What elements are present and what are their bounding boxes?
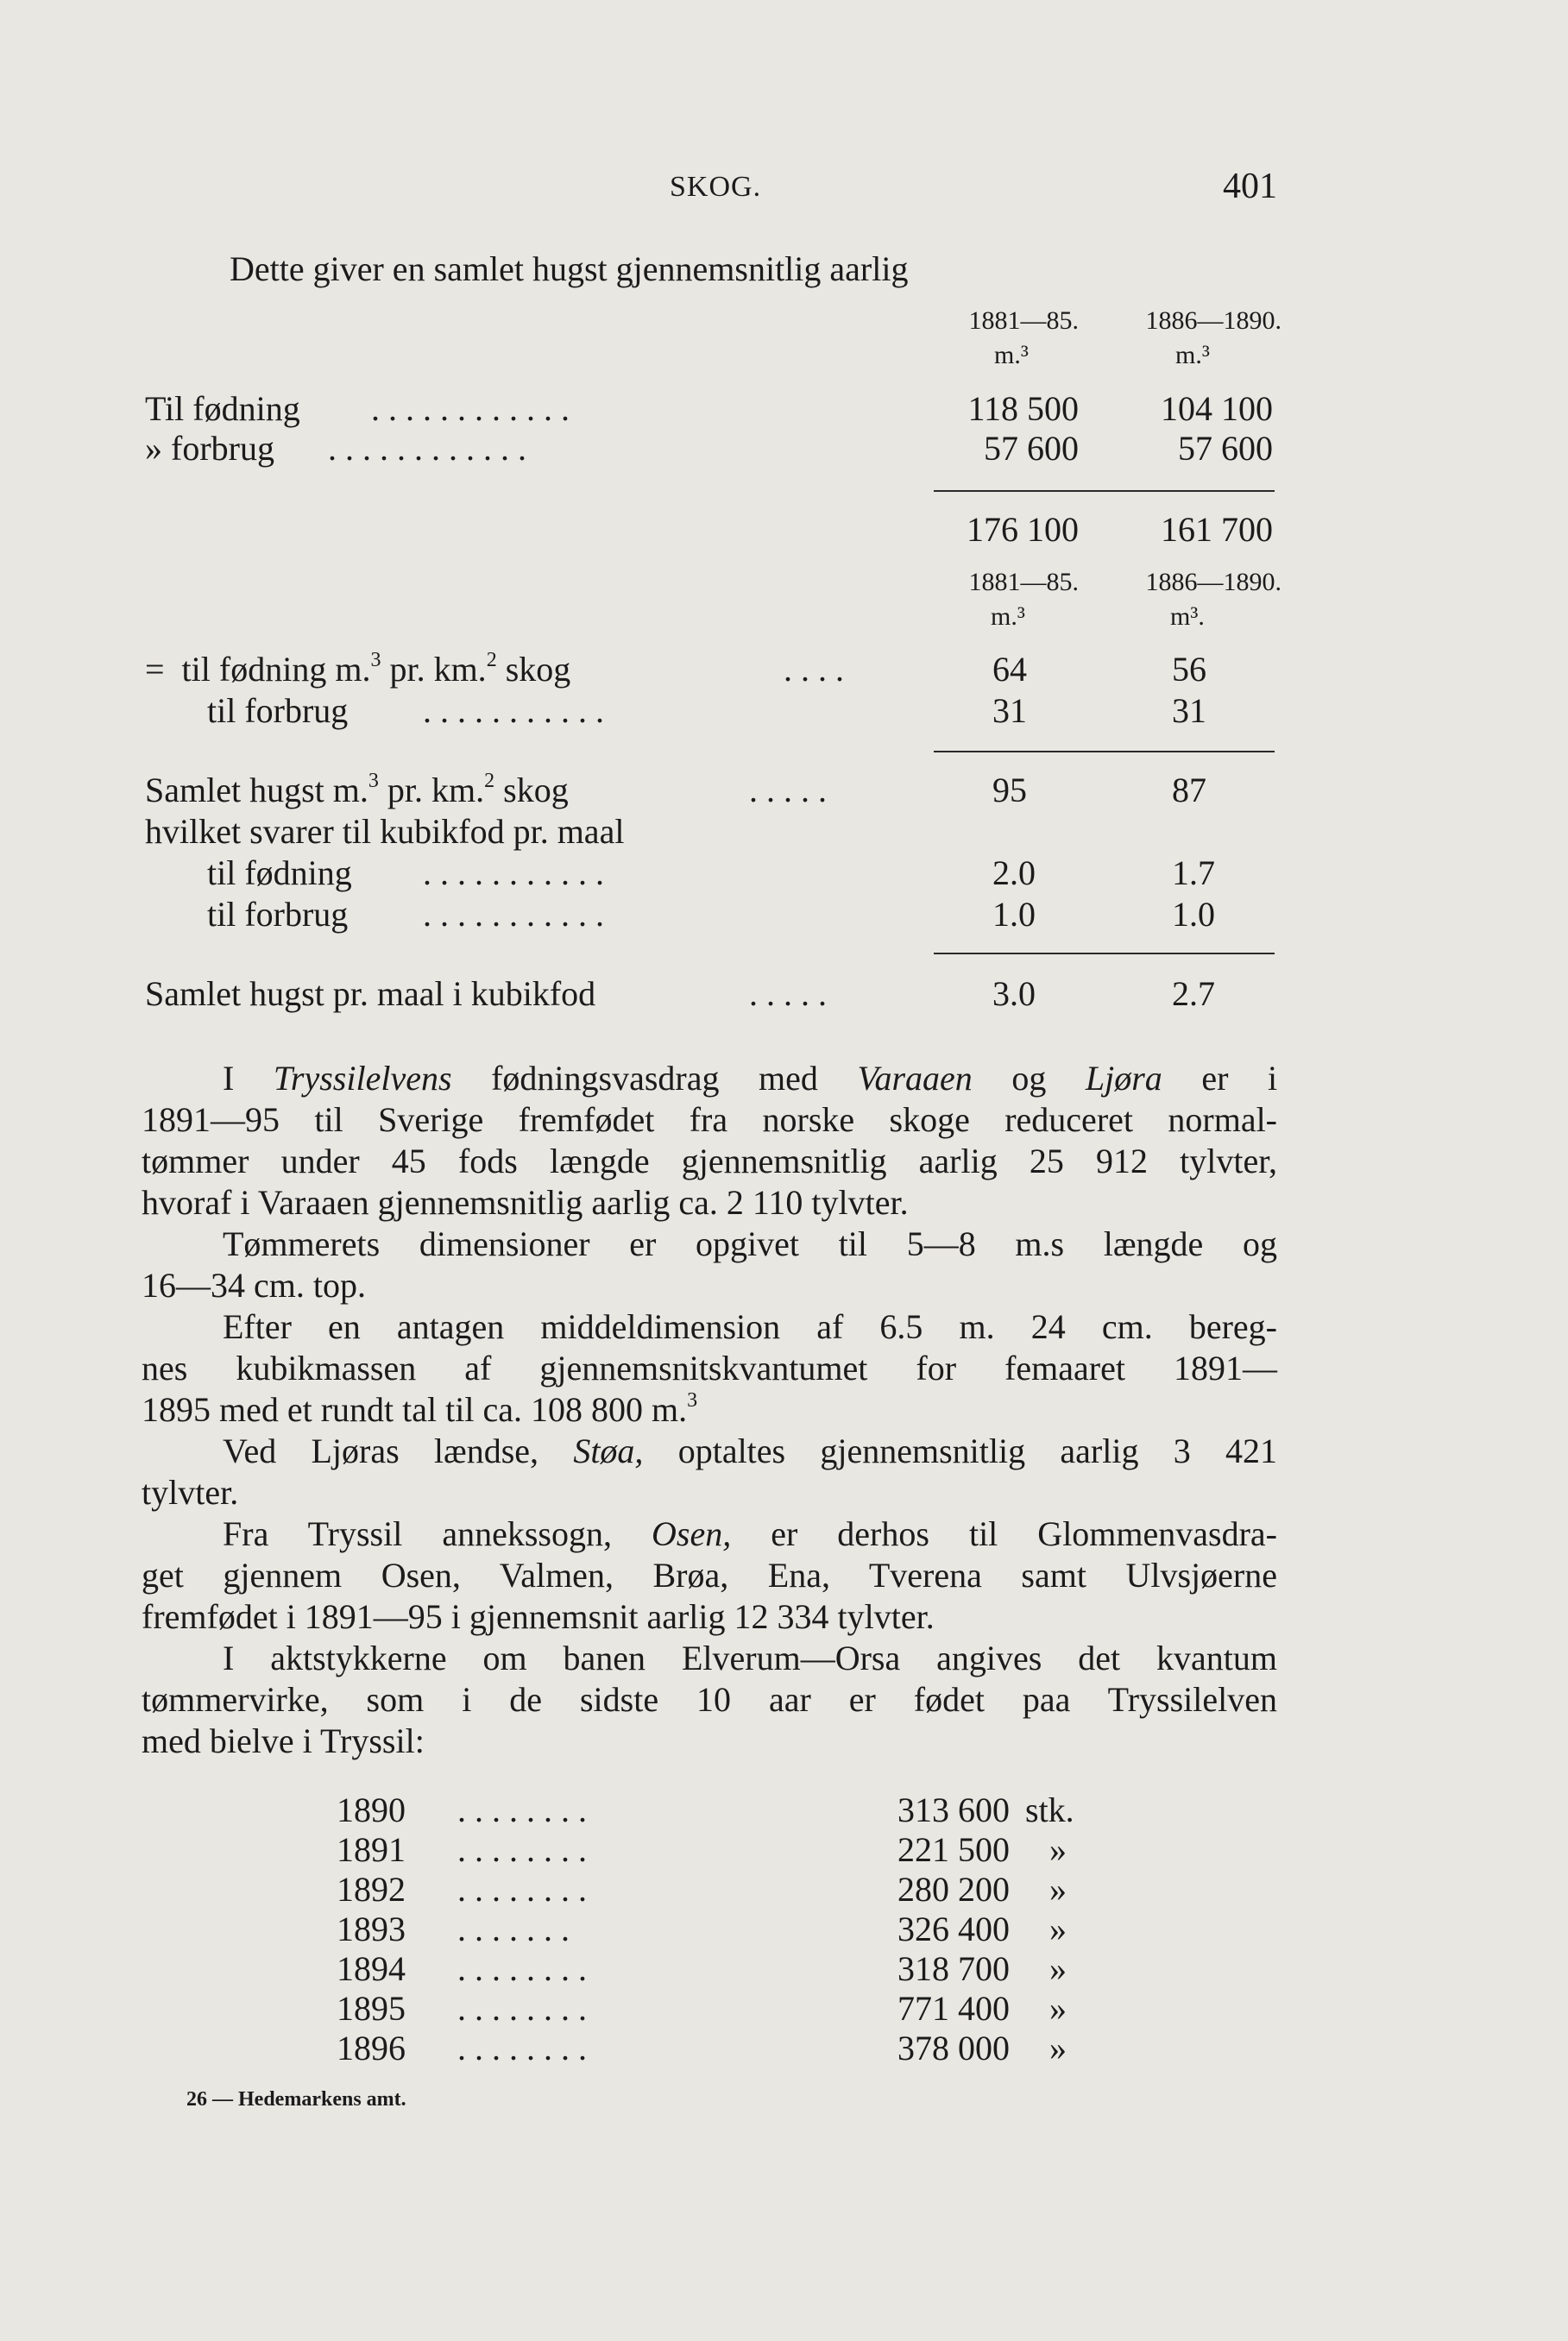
p6-line: tømmervirke, som i de sidste 10 aar er fødet paa Tryssilelven [142, 1680, 1277, 1719]
t1-sum-rule [934, 490, 1275, 492]
t1-row-value: 57 600 [984, 429, 1079, 468]
t1-row-label: » forbrug [145, 429, 274, 468]
t2-total-label: Samlet hugst pr. maal i kubikfod [145, 974, 596, 1013]
t3-unit: » [1049, 1830, 1067, 1869]
t3-year: 1896 [337, 2029, 406, 2067]
t1-row-value: 57 600 [1178, 429, 1273, 468]
t2-sum-label: Samlet hugst m.$^3$ pr. km.$^2$ skog [145, 770, 569, 809]
t3-dots: . . . . . . . [457, 1910, 570, 1948]
t3-dots: . . . . . . . . [457, 1949, 587, 1988]
t2-col2-unit: m³. [1170, 602, 1205, 631]
t2-sum-rule [934, 751, 1275, 752]
t3-value: 771 400 [897, 1989, 1010, 2028]
t3-year: 1893 [337, 1910, 406, 1948]
t2-sub-dots: . . . . . . . . . . . [423, 895, 604, 934]
t3-unit: » [1049, 1949, 1067, 1988]
t2-row-label: til forbrug [207, 691, 349, 730]
p3-line: 1895 med et rundt tal til ca. 108 800 m.$^3$ [142, 1389, 698, 1429]
t2-sub-label: til fødning [207, 853, 352, 892]
t1-row-label: Til fødning [145, 389, 300, 428]
t1-col1-period: 1881—85. [968, 306, 1079, 335]
p5-line: fremfødet i 1891—95 i gjennemsnit aarlig 12 334 tylvter. [142, 1597, 935, 1636]
t3-unit: » [1049, 1989, 1067, 2028]
p5-line: get gjennem Osen, Valmen, Brøa, Ena, Tverena samt Ulvsjøerne [142, 1556, 1277, 1595]
t3-value: 313 600 [897, 1790, 1010, 1829]
p4-line: tylvter. [142, 1473, 239, 1512]
t1-row-dots: . . . . . . . . . . . . [371, 389, 570, 428]
t2-sub-value: 1.7 [1172, 853, 1215, 892]
t2-col1-period: 1881—85. [968, 568, 1079, 596]
t3-year: 1891 [337, 1830, 406, 1869]
t2-sum-value: 87 [1172, 771, 1206, 809]
t1-row-dots: . . . . . . . . . . . . [328, 429, 526, 468]
t2-sub-value: 2.0 [992, 853, 1036, 892]
t1-col2-period: 1886—1890. [1145, 306, 1281, 335]
t3-value: 378 000 [897, 2029, 1010, 2067]
t2-sub-label: til forbrug [207, 895, 349, 934]
t3-unit: stk. [1025, 1790, 1074, 1829]
t1-row-value: 104 100 [1161, 389, 1273, 428]
t2-col1-unit: m.³ [991, 602, 1025, 631]
t2-sub-value: 1.0 [992, 895, 1036, 934]
t3-unit: » [1049, 1870, 1067, 1909]
t3-year: 1892 [337, 1870, 406, 1909]
t2-total-value: 3.0 [992, 974, 1036, 1013]
t2-row-value: 56 [1172, 650, 1206, 689]
p4-line: Ved Ljøras lændse, Støa, optaltes gjennemsnitlig aarlig 3 421 [223, 1432, 1277, 1470]
t2-sum-dots: . . . . . [749, 771, 827, 809]
p2-line: Tømmerets dimensioner er opgivet til 5—8 m.s længde og [223, 1224, 1277, 1263]
p2-line: 16—34 cm. top. [142, 1266, 366, 1305]
p1-line: hvoraf i Varaaen gjennemsnitlig aarlig ca. 2 110 tylvter. [142, 1183, 909, 1222]
t2-total-dots: . . . . . [749, 974, 827, 1013]
t3-value: 326 400 [897, 1910, 1010, 1948]
t2-sub-heading: hvilket svarer til kubikfod pr. maal [145, 812, 625, 851]
t2-sub-value: 1.0 [1172, 895, 1215, 934]
signature-line: 26 — Hedemarkens amt. [186, 2088, 406, 2111]
p6-line: I aktstykkerne om banen Elverum—Orsa angives det kvantum [223, 1639, 1277, 1677]
p3-line: Efter en antagen middeldimension af 6.5 m. 24 cm. bereg- [223, 1307, 1277, 1346]
t2-total-rule [934, 953, 1275, 954]
t2-row-value: 31 [1172, 691, 1206, 730]
t2-row-value: 31 [992, 691, 1027, 730]
t3-value: 280 200 [897, 1870, 1010, 1909]
t3-year: 1895 [337, 1989, 406, 2028]
t3-year: 1890 [337, 1790, 406, 1829]
running-title: SKOG. [670, 171, 762, 203]
t3-dots: . . . . . . . . [457, 2029, 587, 2067]
p1-line: I Tryssilelvens fødningsvasdrag med Varaaen og Ljøra er i [223, 1059, 1278, 1098]
t2-sum-value: 95 [992, 771, 1027, 809]
t3-unit: » [1049, 2029, 1067, 2067]
t3-dots: . . . . . . . . [457, 1870, 587, 1909]
p6-line: med bielve i Tryssil: [142, 1721, 425, 1760]
t2-row-dots: . . . . [784, 650, 844, 689]
p3-line: nes kubikmassen af gjennemsnitskvantumet for femaaret 1891— [142, 1349, 1277, 1388]
t3-year: 1894 [337, 1949, 406, 1988]
p1-line: 1891—95 til Sverige fremfødet fra norske skoge reduceret normal- [142, 1100, 1277, 1139]
p1-line: tømmer under 45 fods længde gjennemsnitlig aarlig 25 912 tylvter, [142, 1142, 1277, 1180]
page-number: 401 [1223, 167, 1277, 206]
p5-line: Fra Tryssil annekssogn, Osen, er derhos til Glommenvasdra- [223, 1514, 1278, 1553]
t3-value: 221 500 [897, 1830, 1010, 1869]
t1-total-value: 161 700 [1161, 510, 1273, 549]
intro-line: Dette giver en samlet hugst gjennemsnitlig aarlig [230, 249, 909, 288]
t1-col1-unit: m.³ [994, 341, 1029, 369]
t2-row-label: = til fødning m.$^3$ pr. km.$^2$ skog [145, 649, 571, 689]
t3-dots: . . . . . . . . [457, 1790, 587, 1829]
t1-col2-unit: m.³ [1175, 341, 1210, 369]
t3-dots: . . . . . . . . [457, 1989, 587, 2028]
t2-col2-period: 1886—1890. [1145, 568, 1281, 596]
t1-total-value: 176 100 [967, 510, 1079, 549]
t3-value: 318 700 [897, 1949, 1010, 1988]
t2-row-dots: . . . . . . . . . . . [423, 691, 604, 730]
t1-row-value: 118 500 [967, 389, 1079, 428]
t2-row-value: 64 [992, 650, 1027, 689]
t3-dots: . . . . . . . . [457, 1830, 587, 1869]
t3-unit: » [1049, 1910, 1067, 1948]
t2-sub-dots: . . . . . . . . . . . [423, 853, 604, 892]
t2-total-value: 2.7 [1172, 974, 1215, 1013]
